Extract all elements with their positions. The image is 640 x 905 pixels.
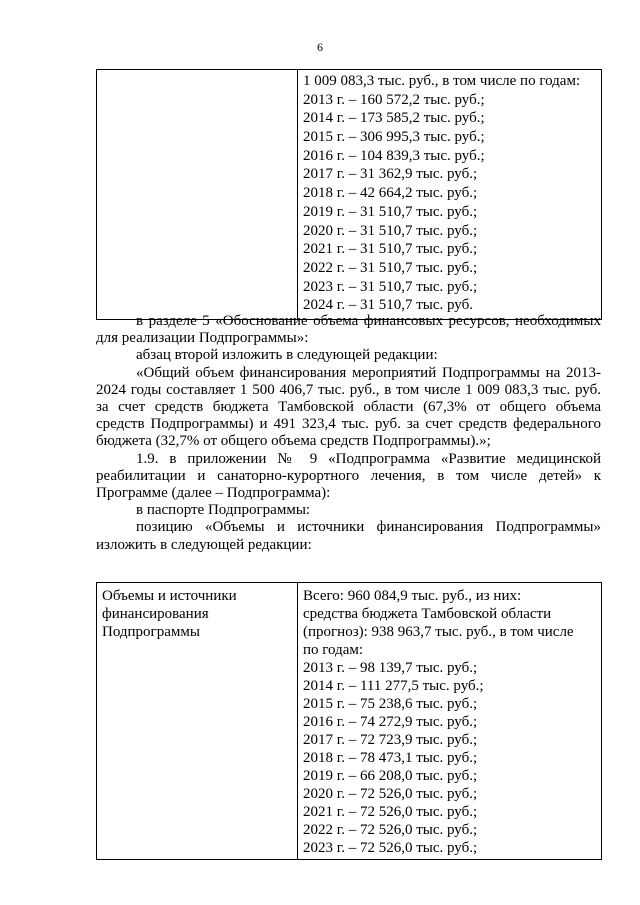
amount-line: 2024 г. – 31 510,7 тыс. руб. — [303, 297, 473, 314]
amount-line: 2021 г. – 31 510,7 тыс. руб.; — [303, 241, 478, 258]
amount-line: средства бюджета Тамбовской области — [303, 606, 552, 622]
amount-line: 2022 г. – 31 510,7 тыс. руб.; — [303, 259, 478, 276]
paragraph: 1.9. в приложении № 9 «Подпрограмма «Развитие медицинской реабилитации и санаторно-курортного лечения, в том числе детей» к Программе (далее – Подпрограмма): — [96, 450, 601, 502]
paragraph: позицию «Объемы и источники финансирования Подпрограммы» изложить в следующей редакции: — [96, 519, 601, 553]
amount-line: 2014 г. – 173 585,2 тыс. руб.; — [303, 110, 485, 127]
amount-line: 2015 г. – 306 995,3 тыс. руб.; — [303, 129, 485, 146]
amount-line: (прогноз): 938 963,7 тыс. руб., в том числе — [303, 624, 574, 640]
table-cell-amounts — [298, 70, 602, 320]
amount-line: 2023 г. – 31 510,7 тыс. руб.; — [303, 278, 478, 295]
amount-line: по годам: — [303, 642, 364, 658]
amount-line: 2020 г. – 31 510,7 тыс. руб.; — [303, 222, 478, 239]
amount-line: 2017 г. – 72 723,9 тыс. руб.; — [303, 732, 478, 748]
funding-table-bottom — [96, 582, 602, 860]
amount-line: 2020 г. – 72 526,0 тыс. руб.; — [303, 786, 478, 802]
amount-line: 2013 г. – 98 139,7 тыс. руб.; — [303, 660, 478, 676]
page-number: 6 — [317, 40, 323, 54]
table-row — [97, 583, 602, 860]
amount-line: 2015 г. – 75 238,6 тыс. руб.; — [303, 696, 478, 712]
paragraph: абзац второй изложить в следующей редакции: — [136, 347, 438, 364]
table-row — [97, 70, 602, 320]
label-line: Подпрограммы — [102, 624, 200, 640]
amount-line: 2019 г. – 66 208,0 тыс. руб.; — [303, 768, 478, 784]
body-text — [96, 313, 601, 554]
amount-line: 2017 г. – 31 362,9 тыс. руб.; — [303, 166, 478, 183]
amount-line: 2023 г. – 72 526,0 тыс. руб.; — [303, 840, 478, 856]
table-cell-label — [97, 583, 298, 860]
label-line: Объемы и источники — [102, 588, 237, 604]
amount-line: 2018 г. – 78 473,1 тыс. руб.; — [303, 750, 478, 766]
amount-line: 2018 г. – 42 664,2 тыс. руб.; — [303, 185, 478, 202]
amount-line: Всего: 960 084,9 тыс. руб., из них: — [303, 588, 522, 604]
amount-line: 2022 г. – 72 526,0 тыс. руб.; — [303, 822, 478, 838]
funding-table-top — [96, 69, 602, 320]
label-line: финансирования — [102, 606, 209, 622]
table-cell-empty — [97, 70, 298, 320]
amount-line: 2013 г. – 160 572,2 тыс. руб.; — [303, 91, 485, 108]
amount-line: 2019 г. – 31 510,7 тыс. руб.; — [303, 203, 478, 220]
amount-line: 2021 г. – 72 526,0 тыс. руб.; — [303, 804, 478, 820]
amount-line: 2016 г. – 104 839,3 тыс. руб.; — [303, 147, 485, 164]
paragraph: «Общий объем финансирования мероприятий Подпрограммы на 2013-2024 годы составляет 1 500 406,7 тыс. руб., в том числе 1 009 083,3 тыс. руб. за счет средств бюджета Тамбовской области (67,3% от общего объема средств Подпрограммы) и 491 323,4 тыс. руб. за счет средств федерального бюджета (32,7% от общего объема средств Подпрограммы).»; — [96, 364, 601, 450]
table-cell-amounts — [298, 583, 602, 860]
paragraph: в разделе 5 «Обоснование объема финансовых ресурсов, необходимых для реализации Подпрограммы»: — [96, 313, 601, 347]
amount-line: 1 009 083,3 тыс. руб., в том числе по годам: — [303, 73, 581, 89]
amount-line: 2014 г. – 111 277,5 тыс. руб.; — [303, 678, 484, 694]
amount-line: 2016 г. – 74 272,9 тыс. руб.; — [303, 714, 478, 730]
paragraph: в паспорте Подпрограммы: — [136, 502, 311, 519]
